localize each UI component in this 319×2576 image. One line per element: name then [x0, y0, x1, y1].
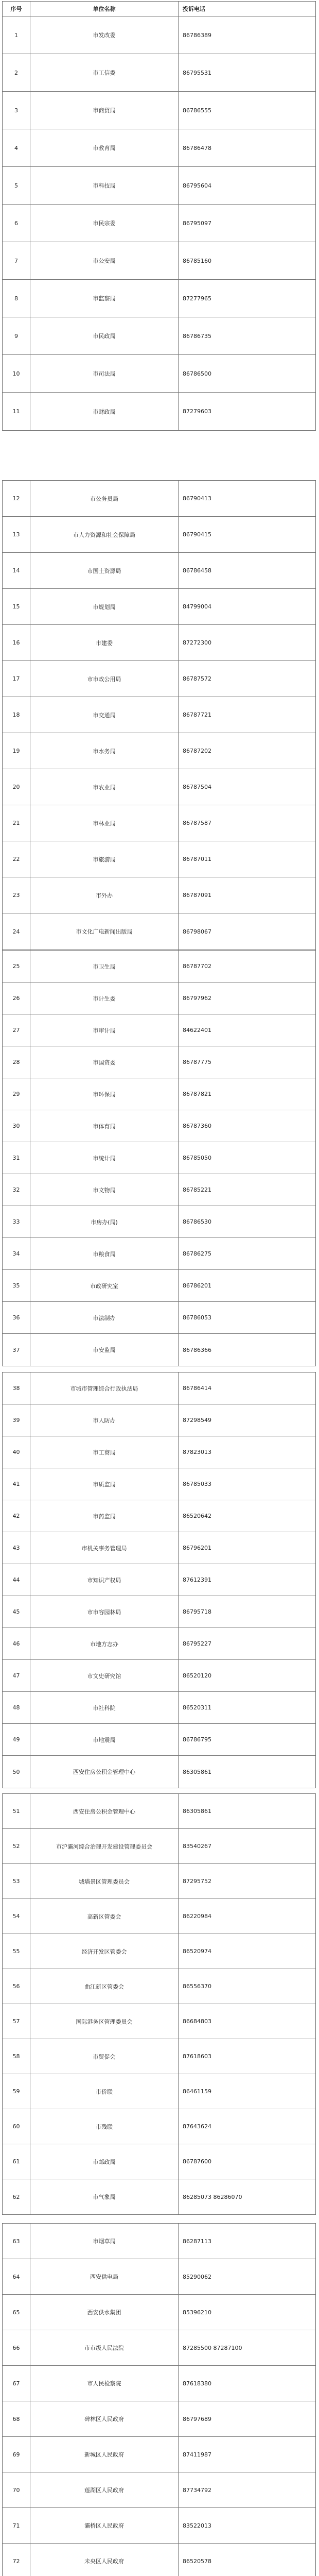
row-seq: 40 [3, 1436, 30, 1468]
row-unit-name: 市粮食局 [30, 1238, 179, 1269]
row-phone: 84622401 [183, 1027, 211, 1033]
table-row [3, 913, 315, 950]
row-unit-name: 市计生委 [30, 982, 179, 1014]
row-phone: 86305861 [183, 1808, 211, 1815]
row-phone: 86684803 [183, 2018, 211, 2025]
row-phone: 86786478 [183, 144, 211, 151]
table-row [3, 1014, 315, 1046]
row-phone: 86797689 [183, 2415, 211, 2422]
row-phone: 86787360 [183, 1123, 211, 1129]
row-unit-name: 市建委 [30, 625, 179, 660]
row-unit-name: 市社科院 [30, 1692, 179, 1723]
row-unit-name: 市文物局 [30, 1174, 179, 1206]
row-seq: 44 [3, 1564, 30, 1596]
row-unit-name: 市人力资源和社会保障局 [30, 517, 179, 552]
row-phone: 86520642 [183, 1513, 211, 1519]
table-row [3, 553, 315, 589]
row-seq: 71 [3, 2508, 30, 2543]
row-phone: 86786530 [183, 1218, 211, 1225]
row-phone: 87618380 [183, 2380, 211, 2387]
row-seq: 21 [3, 805, 30, 841]
table-row [3, 2366, 315, 2401]
table-row [3, 2179, 315, 2214]
row-seq: 55 [3, 1934, 30, 1969]
row-seq: 72 [3, 2544, 30, 2576]
header-unit-name: 单位名称 [30, 2, 179, 16]
row-unit-name: 城墙景区管理委员会 [30, 1864, 179, 1899]
row-phone: 86787600 [183, 2158, 211, 2165]
row-seq: 41 [3, 1468, 30, 1500]
table-block-5 [2, 1793, 316, 2215]
row-unit-name: 市规划局 [30, 589, 179, 624]
row-seq: 25 [3, 951, 30, 982]
row-unit-name: 西安住房公积金管理中心 [30, 1794, 179, 1828]
row-phone: 87734792 [183, 2486, 211, 2494]
row-seq: 57 [3, 2004, 30, 2039]
row-phone: 86305861 [183, 1768, 211, 1775]
row-phone: 86787587 [183, 820, 211, 826]
row-seq: 62 [3, 2179, 30, 2214]
table-row [3, 481, 315, 517]
row-phone: 87612391 [183, 1577, 211, 1583]
row-unit-name: 市交通局 [30, 697, 179, 733]
table-row [3, 1142, 315, 1174]
table-block-3 [2, 950, 316, 1366]
row-seq: 32 [3, 1174, 30, 1206]
table-row [3, 1110, 315, 1142]
table-row [3, 2109, 315, 2144]
row-seq: 18 [3, 697, 30, 733]
row-seq: 8 [3, 280, 30, 317]
row-phone: 86787775 [183, 1059, 211, 1065]
row-unit-name: 市卫生局 [30, 951, 179, 982]
table-row [3, 1046, 315, 1078]
row-phone: 86786201 [183, 1282, 211, 1289]
row-phone: 84799004 [183, 603, 211, 610]
table-row [3, 1794, 315, 1829]
row-unit-name: 市发改委 [30, 16, 179, 54]
row-unit-name: 市市容园林局 [30, 1596, 179, 1628]
row-seq: 2 [3, 54, 30, 91]
row-phone: 86461159 [183, 2088, 211, 2095]
row-phone: 86787011 [183, 856, 211, 862]
table-row [3, 589, 315, 625]
table-row [3, 1899, 315, 1934]
row-seq: 46 [3, 1628, 30, 1659]
row-seq: 24 [3, 913, 30, 950]
row-seq: 52 [3, 1829, 30, 1863]
row-unit-name: 市邮政局 [30, 2144, 179, 2179]
row-phone: 86798067 [183, 928, 211, 935]
row-phone: 83522013 [183, 2522, 211, 2529]
row-phone: 86287113 [183, 2238, 211, 2245]
table-row [3, 1864, 315, 1899]
table-row [3, 661, 315, 697]
row-unit-name: 市公务员局 [30, 481, 179, 516]
row-phone: 86786735 [183, 332, 211, 340]
table-row [3, 951, 315, 982]
row-phone: 86786795 [183, 1736, 211, 1743]
row-unit-name: 西安供电局 [30, 2259, 179, 2294]
row-unit-name: 市国资委 [30, 1046, 179, 1078]
row-unit-name: 市人民检察院 [30, 2366, 179, 2401]
table-row [3, 1829, 315, 1864]
row-unit-name: 市地方志办 [30, 1628, 179, 1659]
table-row [3, 92, 315, 129]
row-phone: 87823013 [183, 1449, 211, 1455]
row-seq: 19 [3, 733, 30, 769]
row-unit-name: 市质监局 [30, 1468, 179, 1500]
row-phone: 86785221 [183, 1187, 211, 1193]
row-unit-name: 市机关事务管理局 [30, 1532, 179, 1564]
table-row [3, 1238, 315, 1270]
row-seq: 11 [3, 393, 30, 430]
row-phone: 86795718 [183, 1608, 211, 1615]
row-unit-name: 市林业局 [30, 805, 179, 841]
table-row [3, 1628, 315, 1660]
row-phone: 87618603 [183, 2053, 211, 2060]
row-seq: 53 [3, 1864, 30, 1899]
table-row [3, 317, 315, 355]
table-row [3, 1564, 315, 1596]
row-unit-name: 市统计局 [30, 1142, 179, 1174]
table-row [3, 2508, 315, 2544]
row-unit-name: 市侨联 [30, 2074, 179, 2109]
table-row [3, 1532, 315, 1564]
row-seq: 66 [3, 2330, 30, 2365]
row-phone: 85396210 [183, 2309, 211, 2316]
row-unit-name: 市残联 [30, 2109, 179, 2144]
header-seq: 序号 [3, 2, 30, 16]
row-seq: 60 [3, 2109, 30, 2144]
row-phone: 86790415 [183, 531, 211, 538]
row-phone: 86785160 [183, 257, 211, 264]
table-row [3, 129, 315, 167]
row-phone: 85290062 [183, 2273, 211, 2280]
row-phone: 86786389 [183, 31, 211, 39]
row-unit-name: 曲江新区管委会 [30, 1969, 179, 2004]
row-seq: 23 [3, 877, 30, 913]
row-seq: 22 [3, 841, 30, 877]
row-phone: 86790413 [183, 495, 211, 502]
row-phone: 86786366 [183, 1346, 211, 1353]
row-seq: 42 [3, 1500, 30, 1532]
table-row [3, 841, 315, 877]
header-complaint-phone: 投诉电话 [183, 6, 205, 12]
row-unit-name: 市科技局 [30, 167, 179, 204]
table-row [3, 1270, 315, 1302]
row-unit-name: 经济开发区管委会 [30, 1934, 179, 1969]
table-row [3, 1500, 315, 1532]
row-phone: 86787572 [183, 675, 211, 682]
row-seq: 28 [3, 1046, 30, 1078]
row-seq: 38 [3, 1372, 30, 1404]
row-phone: 86787504 [183, 784, 211, 790]
row-unit-name: 市贸促会 [30, 2039, 179, 2074]
row-unit-name: 市政研究室 [30, 1270, 179, 1301]
row-unit-name: 市烟草局 [30, 2224, 179, 2259]
table-row [3, 2472, 315, 2508]
table-row [3, 2295, 315, 2330]
row-seq: 50 [3, 1756, 30, 1788]
row-seq: 49 [3, 1724, 30, 1755]
table-row [3, 1372, 315, 1404]
row-unit-name: 新城区人民政府 [30, 2437, 179, 2472]
row-unit-name: 市体育局 [30, 1110, 179, 1142]
row-seq: 37 [3, 1334, 30, 1366]
row-unit-name: 市民宗委 [30, 205, 179, 242]
row-unit-name: 市水务局 [30, 733, 179, 769]
table-block-1 [2, 1, 316, 431]
row-phone: 86785033 [183, 1481, 211, 1487]
table-block-4 [2, 1372, 316, 1788]
row-phone: 86797962 [183, 995, 211, 1002]
row-seq: 47 [3, 1660, 30, 1691]
row-seq: 10 [3, 355, 30, 392]
row-seq: 64 [3, 2259, 30, 2294]
table-row [3, 982, 315, 1014]
table-row [3, 877, 315, 913]
row-phone: 86220984 [183, 1913, 211, 1920]
table-row [3, 16, 315, 54]
row-phone: 86520578 [183, 2557, 211, 2565]
table-row [3, 54, 315, 92]
row-seq: 9 [3, 317, 30, 354]
row-unit-name: 市监察局 [30, 280, 179, 317]
table-row [3, 2544, 315, 2576]
row-seq: 59 [3, 2074, 30, 2109]
row-unit-name: 市知识产权局 [30, 1564, 179, 1596]
row-unit-name: 市国土资源局 [30, 553, 179, 588]
row-unit-name: 市市政公用局 [30, 661, 179, 697]
row-seq: 17 [3, 661, 30, 697]
table-row [3, 733, 315, 769]
row-phone: 86786555 [183, 107, 211, 114]
row-seq: 12 [3, 481, 30, 516]
row-phone: 86795227 [183, 1640, 211, 1647]
row-phone: 87411987 [183, 2451, 211, 2458]
row-phone: 87279603 [183, 408, 211, 415]
row-unit-name: 市城市管理综合行政执法局 [30, 1372, 179, 1404]
row-phone: 83540267 [183, 1843, 211, 1850]
row-unit-name: 市法制办 [30, 1302, 179, 1333]
row-unit-name: 市工商局 [30, 1436, 179, 1468]
row-unit-name: 市市级人民法院 [30, 2330, 179, 2365]
row-phone: 86520974 [183, 1948, 211, 1955]
row-phone: 87643624 [183, 2123, 211, 2130]
row-unit-name: 市工信委 [30, 54, 179, 91]
table-row [3, 2401, 315, 2437]
table-row [3, 2259, 315, 2295]
row-phone: 86786053 [183, 1314, 211, 1321]
table-row [3, 1969, 315, 2004]
row-unit-name: 市商贸局 [30, 92, 179, 129]
table-block-6 [2, 2223, 316, 2576]
row-phone: 86787702 [183, 963, 211, 970]
row-phone: 86556370 [183, 1983, 211, 1990]
row-unit-name: 西安住房公积金管理中心 [30, 1756, 179, 1788]
table-block-2 [2, 480, 316, 950]
table-row [3, 625, 315, 661]
row-phone: 87285500 87287100 [183, 2344, 242, 2351]
row-seq: 34 [3, 1238, 30, 1269]
row-phone: 86795097 [183, 219, 211, 227]
row-phone: 86787721 [183, 711, 211, 718]
row-seq: 26 [3, 982, 30, 1014]
table-row [3, 2039, 315, 2074]
table-row [3, 517, 315, 553]
row-seq: 35 [3, 1270, 30, 1301]
row-unit-name: 高新区管委会 [30, 1899, 179, 1934]
row-seq: 15 [3, 589, 30, 624]
row-seq: 36 [3, 1302, 30, 1333]
table-row [3, 1756, 315, 1788]
row-phone: 86795604 [183, 182, 211, 189]
row-phone: 86796201 [183, 1545, 211, 1551]
row-unit-name: 市沪灞河综合治理开发建设管理委员会 [30, 1829, 179, 1863]
row-phone: 86787821 [183, 1091, 211, 1097]
row-phone: 86785050 [183, 1155, 211, 1161]
table-row [3, 1468, 315, 1500]
table-row [3, 769, 315, 805]
row-unit-name: 市气象局 [30, 2179, 179, 2214]
row-unit-name: 市人防办 [30, 1404, 179, 1436]
row-unit-name: 灞桥区人民政府 [30, 2508, 179, 2543]
table-row [3, 1174, 315, 1206]
row-seq: 7 [3, 242, 30, 279]
row-unit-name: 未央区人民政府 [30, 2544, 179, 2576]
table-row [3, 2074, 315, 2109]
row-unit-name: 莲湖区人民政府 [30, 2472, 179, 2507]
row-unit-name: 市农业局 [30, 769, 179, 805]
table-row [3, 242, 315, 280]
row-unit-name: 市民政局 [30, 317, 179, 354]
row-seq: 30 [3, 1110, 30, 1142]
row-seq: 63 [3, 2224, 30, 2259]
row-seq: 1 [3, 16, 30, 54]
row-seq: 13 [3, 517, 30, 552]
row-seq: 3 [3, 92, 30, 129]
row-seq: 29 [3, 1078, 30, 1110]
row-unit-name: 市旅游局 [30, 841, 179, 877]
row-unit-name: 市教育局 [30, 129, 179, 166]
table-row [3, 355, 315, 393]
row-phone: 86786414 [183, 1385, 211, 1392]
table-row [3, 1934, 315, 1969]
row-seq: 51 [3, 1794, 30, 1828]
table-row [3, 1436, 315, 1468]
table-row [3, 2330, 315, 2366]
row-seq: 67 [3, 2366, 30, 2401]
table-row [3, 805, 315, 841]
row-unit-name: 市外办 [30, 877, 179, 913]
row-seq: 45 [3, 1596, 30, 1628]
table-row [3, 1692, 315, 1724]
row-unit-name: 国际港务区管理委员会 [30, 2004, 179, 2039]
row-seq: 43 [3, 1532, 30, 1564]
row-unit-name: 西安供水集团 [30, 2295, 179, 2330]
row-phone: 86786500 [183, 370, 211, 377]
table-row [3, 280, 315, 317]
row-seq: 6 [3, 205, 30, 242]
row-seq: 65 [3, 2295, 30, 2330]
row-unit-name: 市安监局 [30, 1334, 179, 1366]
row-seq: 31 [3, 1142, 30, 1174]
table-row [3, 167, 315, 205]
row-seq: 20 [3, 769, 30, 805]
table-row [3, 1404, 315, 1436]
table-row [3, 1206, 315, 1238]
row-unit-name: 市房办(局) [30, 1206, 179, 1238]
table-row [3, 697, 315, 733]
row-phone: 87272300 [183, 639, 211, 646]
table-row [3, 1302, 315, 1334]
row-unit-name: 市审计局 [30, 1014, 179, 1046]
table-row [3, 2004, 315, 2039]
row-phone: 86520311 [183, 1704, 211, 1711]
table-row [3, 205, 315, 242]
row-seq: 27 [3, 1014, 30, 1046]
row-seq: 70 [3, 2472, 30, 2507]
row-phone: 86787091 [183, 892, 211, 899]
row-unit-name: 市环保局 [30, 1078, 179, 1110]
row-unit-name: 市司法局 [30, 355, 179, 392]
table-row [3, 2144, 315, 2179]
table-row [3, 1660, 315, 1692]
row-phone: 86787202 [183, 748, 211, 754]
row-seq: 5 [3, 167, 30, 204]
table-row [3, 1724, 315, 1756]
row-unit-name: 市文化广电新闻出版局 [30, 913, 179, 950]
row-seq: 14 [3, 553, 30, 588]
row-seq: 68 [3, 2401, 30, 2436]
row-unit-name: 市地震局 [30, 1724, 179, 1755]
row-unit-name: 市财政局 [30, 393, 179, 430]
row-phone: 86786275 [183, 1250, 211, 1257]
table-row [3, 1334, 315, 1366]
row-seq: 61 [3, 2144, 30, 2179]
row-seq: 48 [3, 1692, 30, 1723]
table-header-row [3, 2, 315, 16]
row-seq: 54 [3, 1899, 30, 1934]
row-phone: 86795531 [183, 69, 211, 76]
table-row [3, 1078, 315, 1110]
row-seq: 16 [3, 625, 30, 660]
row-seq: 58 [3, 2039, 30, 2074]
row-phone: 87277965 [183, 295, 211, 302]
row-unit-name: 市药监局 [30, 1500, 179, 1532]
row-seq: 33 [3, 1206, 30, 1238]
row-unit-name: 市公安局 [30, 242, 179, 279]
row-unit-name: 市文史研究馆 [30, 1660, 179, 1691]
row-phone: 87295752 [183, 1878, 211, 1885]
table-row [3, 393, 315, 430]
row-phone: 86786458 [183, 567, 211, 574]
row-seq: 39 [3, 1404, 30, 1436]
row-phone: 87298549 [183, 1417, 211, 1423]
table-row [3, 2437, 315, 2472]
row-seq: 69 [3, 2437, 30, 2472]
row-phone: 86285073 86286070 [183, 2193, 242, 2200]
row-unit-name: 碑林区人民政府 [30, 2401, 179, 2436]
row-seq: 4 [3, 129, 30, 166]
table-row [3, 1596, 315, 1628]
table-row [3, 2224, 315, 2259]
row-seq: 56 [3, 1969, 30, 2004]
row-phone: 86520120 [183, 1672, 211, 1679]
